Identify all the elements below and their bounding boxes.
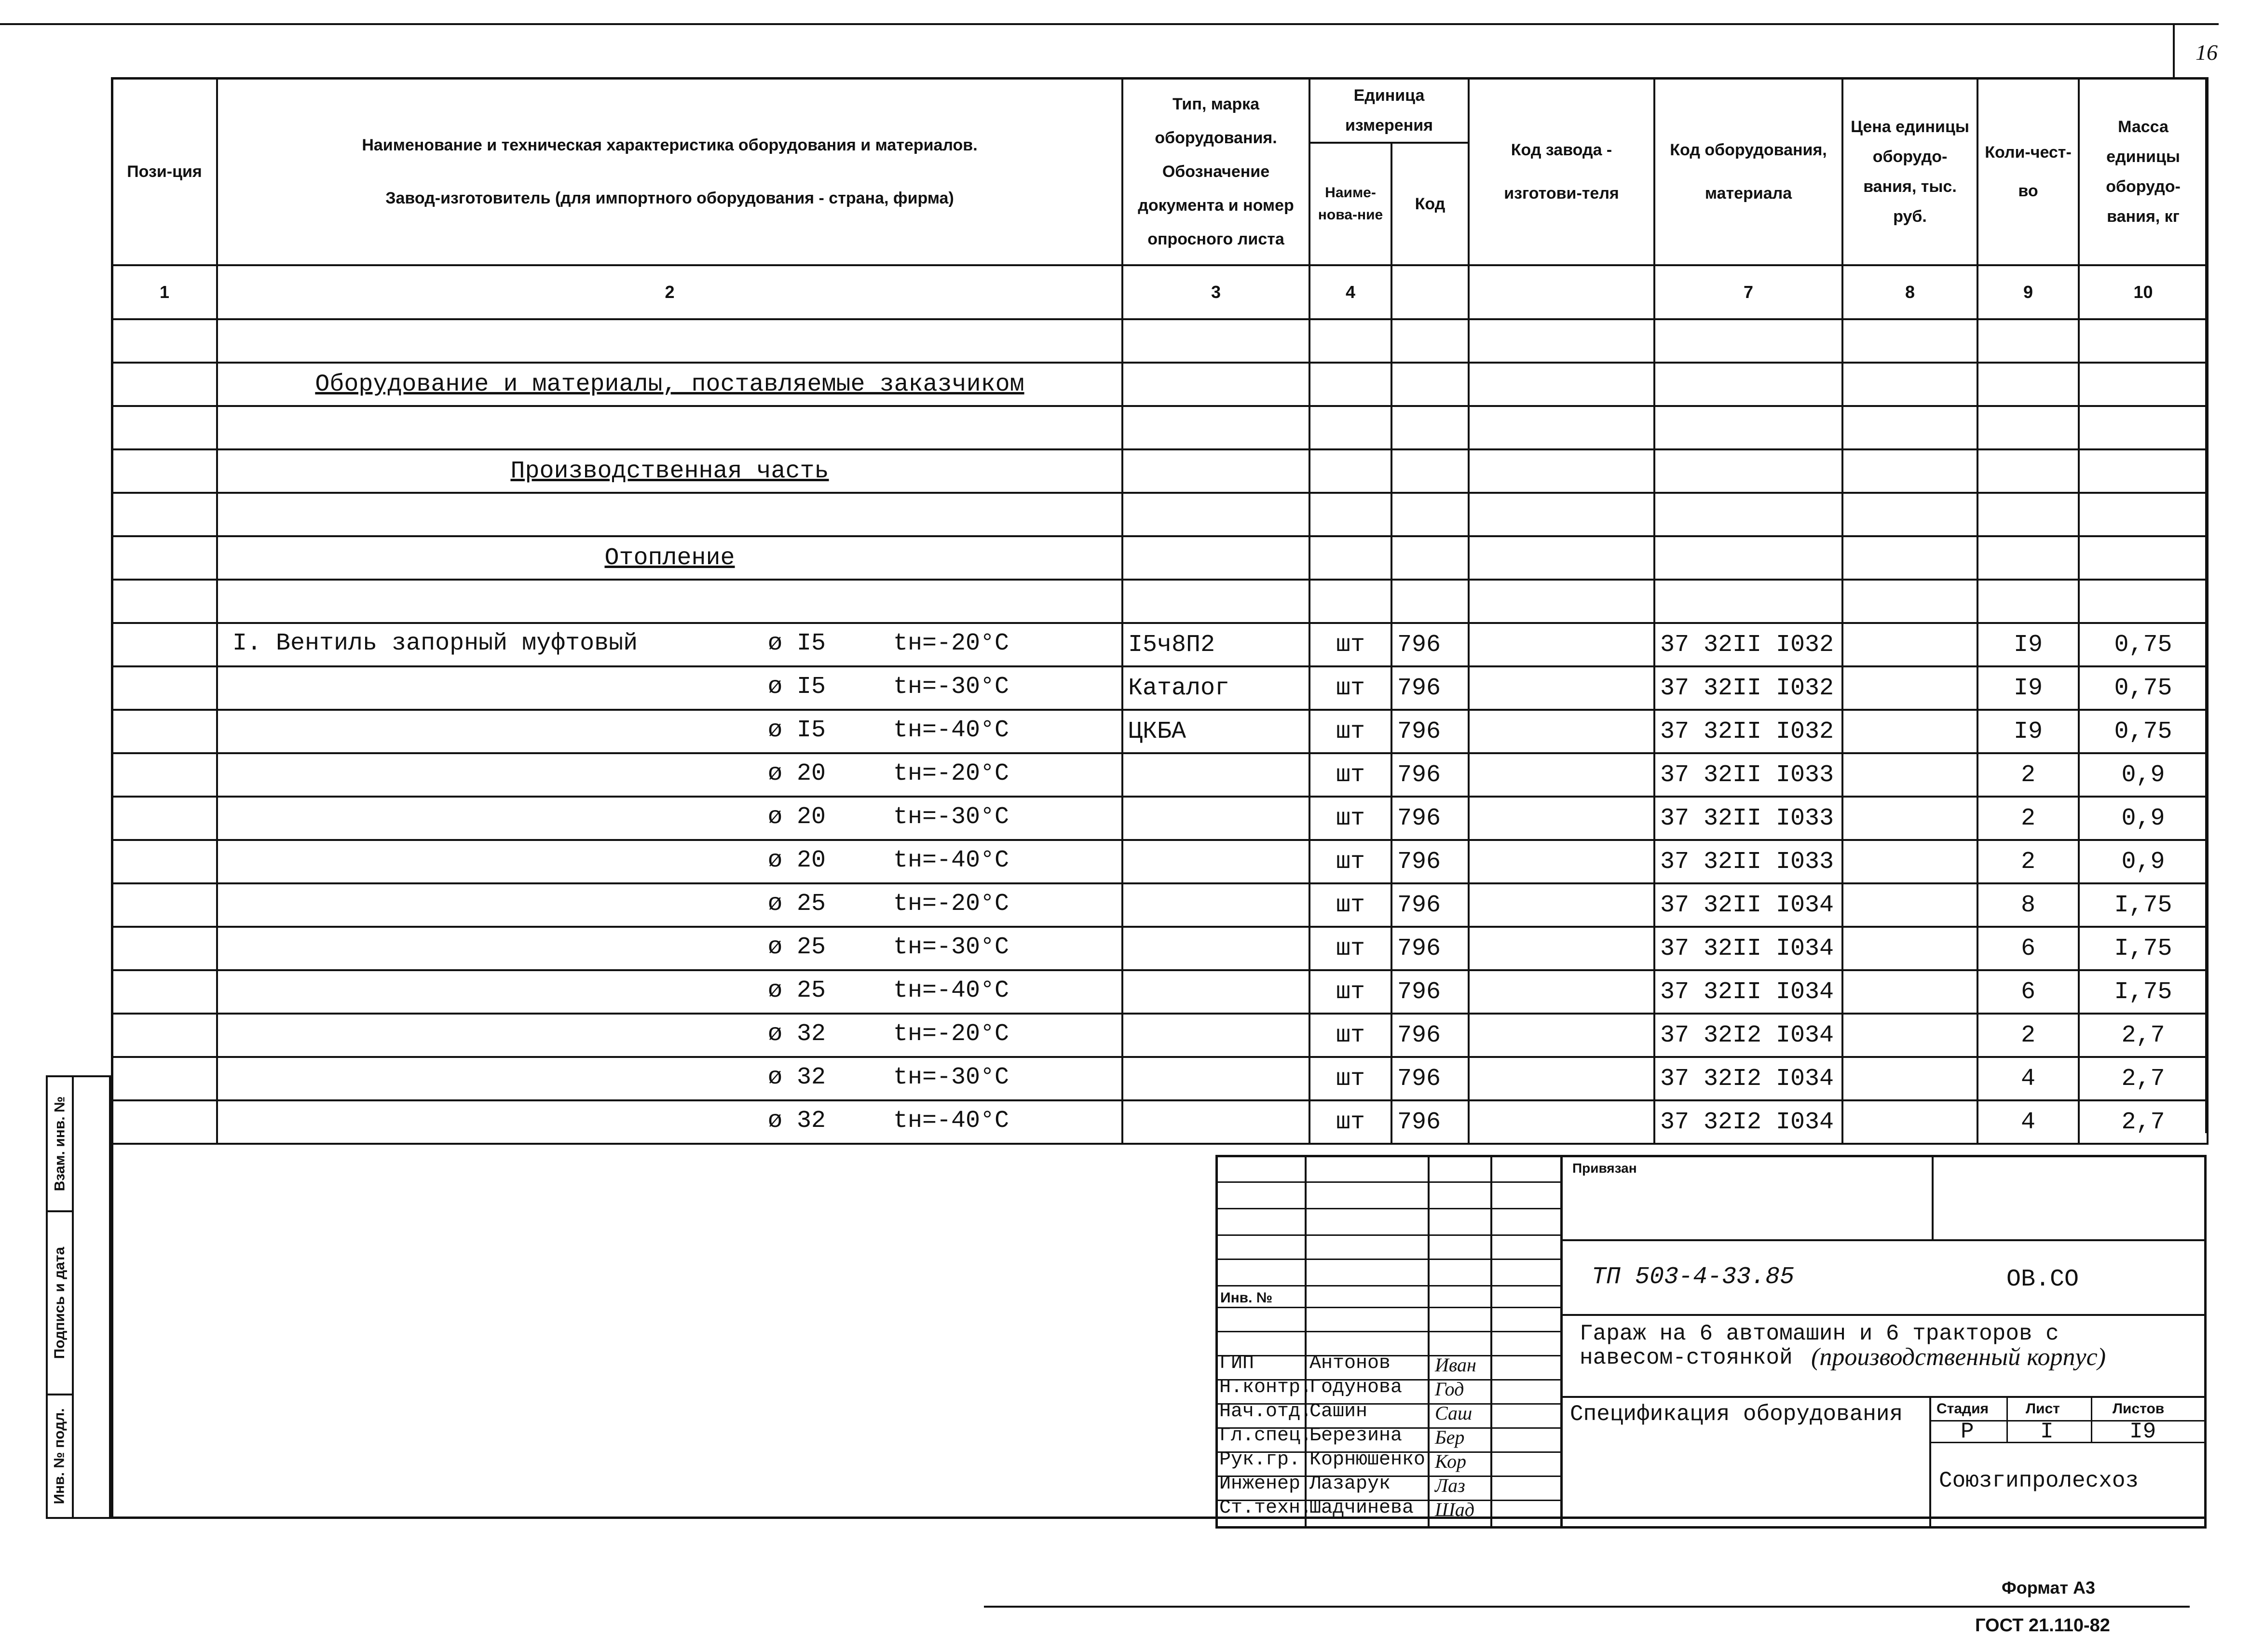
cell-price <box>1842 970 1977 1014</box>
cell-maker-code <box>1469 970 1654 1014</box>
cell-maker-code <box>1469 797 1654 840</box>
item-diameter: ø I5 <box>768 630 826 657</box>
cell-name <box>217 710 1122 753</box>
cell-equipment-code: 37 32II I033 <box>1654 840 1842 883</box>
cell-mass: I,75 <box>2079 883 2208 927</box>
cell-type <box>1122 970 1309 1014</box>
cell-position <box>112 710 217 753</box>
side-stamp <box>46 1075 111 1519</box>
section-title: Отопление <box>217 536 1122 580</box>
header-name-line2: Завод-изготовитель (для импортного оборудования - страна, фирма) <box>385 189 954 207</box>
table-row <box>112 753 2208 797</box>
cell-unit-code: 796 <box>1391 927 1469 970</box>
cell-unit: шт <box>1309 1100 1391 1144</box>
cell-price <box>1842 666 1977 710</box>
stamp-person-role: Н.контр. <box>1219 1377 1312 1398</box>
item-diameter: ø I5 <box>768 717 826 744</box>
cell-unit-code: 796 <box>1391 710 1469 753</box>
cell-mass: 0,9 <box>2079 753 2208 797</box>
cell-price <box>1842 797 1977 840</box>
col-number: 7 <box>1654 265 1842 319</box>
table-row <box>112 363 2208 406</box>
header-unit: Единица измерения <box>1309 78 1469 143</box>
cell-name <box>217 623 1122 666</box>
stamp-person-signature: Саш <box>1435 1402 1473 1424</box>
table-row <box>112 536 2208 580</box>
cell-position <box>112 623 217 666</box>
item-diameter: ø 32 <box>768 1020 826 1048</box>
cell-equipment-code: 37 32II I032 <box>1654 666 1842 710</box>
item-temperature: tн=-40°C <box>893 847 1009 874</box>
item-diameter: ø 20 <box>768 760 826 787</box>
item-temperature: tн=-30°C <box>893 673 1009 701</box>
cell-price <box>1842 753 1977 797</box>
cell-quantity: I9 <box>1977 710 2079 753</box>
cell-price <box>1842 927 1977 970</box>
cell-price <box>1842 1100 1977 1144</box>
header-maker-code: Код завода - изготови-теля <box>1469 78 1654 265</box>
stamp-sheets-label: Листов <box>2113 1401 2165 1417</box>
cell-maker-code <box>1469 883 1654 927</box>
table-row <box>112 666 2208 710</box>
table-row <box>112 927 2208 970</box>
col-number: 10 <box>2079 265 2208 319</box>
col-number: 1 <box>112 265 217 319</box>
stamp-person-role: Нач.отд. <box>1219 1401 1312 1422</box>
stamp-sheet-title: Спецификация оборудования <box>1570 1402 1903 1427</box>
stamp-person-name: Годунова <box>1309 1377 1403 1398</box>
format-label: Формат А3 <box>2002 1578 2096 1598</box>
cell-unit-code: 796 <box>1391 797 1469 840</box>
cell-type <box>1122 753 1309 797</box>
cell-unit-code: 796 <box>1391 1014 1469 1057</box>
header-equipment-code: Код оборудования, материала <box>1654 78 1842 265</box>
stamp-sheets-value: I9 <box>2129 1419 2156 1444</box>
cell-maker-code <box>1469 927 1654 970</box>
header-price: Цена единицы оборудо-вания, тыс. руб. <box>1842 78 1977 265</box>
item-diameter: ø 20 <box>768 803 826 831</box>
cell-position <box>112 1014 217 1057</box>
stamp-person-role: Рук.гр. <box>1219 1449 1301 1471</box>
cell-mass: 0,9 <box>2079 840 2208 883</box>
table-row <box>112 970 2208 1014</box>
cell-unit: шт <box>1309 666 1391 710</box>
stamp-person-name: Лазарук <box>1309 1473 1391 1495</box>
side-label: Инв. № подл. <box>52 1408 68 1504</box>
item-temperature: tн=-20°C <box>893 760 1009 787</box>
item-diameter: ø 32 <box>768 1107 826 1135</box>
item-diameter: ø 25 <box>768 977 826 1004</box>
cell-type <box>1122 927 1309 970</box>
cell-position <box>112 1057 217 1100</box>
col-number <box>1469 265 1654 319</box>
cell-quantity: 2 <box>1977 797 2079 840</box>
header-unit-name: Наиме-нова-ние <box>1309 143 1391 265</box>
stamp-doc-number: ТП 503-4-33.85 <box>1592 1263 1795 1291</box>
stamp-privyazan: Привязан <box>1572 1161 1637 1176</box>
cell-quantity: 2 <box>1977 753 2079 797</box>
side-label: Подпись и дата <box>52 1246 68 1359</box>
stamp-organization: Союзгипролесхоз <box>1939 1468 2139 1493</box>
cell-mass: 2,7 <box>2079 1100 2208 1144</box>
cell-position <box>112 927 217 970</box>
header-quantity: Коли-чест-во <box>1977 78 2079 265</box>
stamp-sheet-label: Лист <box>2026 1401 2060 1417</box>
gost-label: ГОСТ 21.110-82 <box>1975 1615 2110 1636</box>
table-row <box>112 406 2208 449</box>
cell-equipment-code: 37 32II I033 <box>1654 753 1842 797</box>
cell-unit-code: 796 <box>1391 1100 1469 1144</box>
cell-price <box>1842 623 1977 666</box>
cell-unit: шт <box>1309 753 1391 797</box>
cell-price <box>1842 1014 1977 1057</box>
stamp-person-signature: Бер <box>1435 1426 1465 1448</box>
cell-price <box>1842 710 1977 753</box>
item-temperature: tн=-20°C <box>893 630 1009 657</box>
col-number: 4 <box>1309 265 1391 319</box>
cell-quantity: I9 <box>1977 623 2079 666</box>
cell-unit: шт <box>1309 797 1391 840</box>
item-temperature: tн=-30°C <box>893 1064 1009 1091</box>
specification-table <box>111 77 2209 1145</box>
stamp-title-line1: Гараж на 6 автомашин и 6 тракторов с <box>1580 1321 2059 1346</box>
cell-type <box>1122 1057 1309 1100</box>
side-label: Взам. инв. № <box>52 1096 68 1192</box>
cell-unit-code: 796 <box>1391 840 1469 883</box>
side-cell-inv-original <box>48 1395 72 1517</box>
cell-mass: 0,75 <box>2079 710 2208 753</box>
cell-maker-code <box>1469 840 1654 883</box>
cell-equipment-code: 37 32II I034 <box>1654 927 1842 970</box>
stamp-person-name: Шадчинева <box>1309 1497 1414 1519</box>
cell-mass: 0,75 <box>2079 666 2208 710</box>
cell-position <box>112 840 217 883</box>
item-temperature: tн=-30°C <box>893 803 1009 831</box>
cell-name <box>217 753 1122 797</box>
side-cell-sign-date <box>48 1212 72 1395</box>
cell-unit-code: 796 <box>1391 753 1469 797</box>
stamp-title-handwritten: (производственный корпус) <box>1811 1343 2106 1371</box>
cell-unit: шт <box>1309 840 1391 883</box>
cell-name <box>217 666 1122 710</box>
stamp-person-signature: Год <box>1435 1378 1464 1400</box>
table-row <box>112 883 2208 927</box>
stamp-title-line2: навесом-стоянкой <box>1580 1345 1793 1370</box>
cell-quantity: 4 <box>1977 1057 2079 1100</box>
item-diameter: ø 20 <box>768 847 826 874</box>
item-temperature: tн=-40°C <box>893 717 1009 744</box>
section-title: Оборудование и материалы, поставляемые заказчиком <box>217 363 1122 406</box>
stamp-stage-value: Р <box>1961 1419 1974 1444</box>
cell-mass: 2,7 <box>2079 1057 2208 1100</box>
cell-maker-code <box>1469 1057 1654 1100</box>
cell-unit: шт <box>1309 623 1391 666</box>
item-temperature: tн=-20°C <box>893 1020 1009 1048</box>
cell-type <box>1122 883 1309 927</box>
cell-quantity: 2 <box>1977 840 2079 883</box>
cell-maker-code <box>1469 1100 1654 1144</box>
stamp-person-signature: Иван <box>1435 1354 1476 1376</box>
cell-equipment-code: 37 32II I034 <box>1654 970 1842 1014</box>
cell-mass: 2,7 <box>2079 1014 2208 1057</box>
col-number: 2 <box>217 265 1122 319</box>
cell-position <box>112 1100 217 1144</box>
cell-mass: I,75 <box>2079 927 2208 970</box>
cell-equipment-code: 37 32I2 I034 <box>1654 1100 1842 1144</box>
top-border-line <box>0 23 2219 25</box>
cell-price <box>1842 1057 1977 1100</box>
side-cell-inv-replace <box>48 1077 72 1212</box>
stamp-sheet-value: I <box>2040 1419 2054 1444</box>
cell-name <box>217 1057 1122 1100</box>
stamp-person-name: Сашин <box>1309 1401 1368 1422</box>
header-position: Пози-ция <box>112 78 217 265</box>
cell-position <box>112 666 217 710</box>
cell-type <box>1122 840 1309 883</box>
stamp-person-role: Инженер <box>1219 1473 1301 1495</box>
header-type: Тип, марка оборудования. Обозначение документа и номер опросного листа <box>1122 78 1309 265</box>
header-unit-code: Код <box>1391 143 1469 265</box>
cell-unit: шт <box>1309 710 1391 753</box>
table-row <box>112 1100 2208 1144</box>
cell-name <box>217 797 1122 840</box>
cell-price <box>1842 883 1977 927</box>
cell-maker-code <box>1469 666 1654 710</box>
table-row <box>112 493 2208 536</box>
cell-position <box>112 797 217 840</box>
col-number: 9 <box>1977 265 2079 319</box>
cell-quantity: 6 <box>1977 927 2079 970</box>
cell-unit-code: 796 <box>1391 970 1469 1014</box>
stamp-stage-label: Стадия <box>1936 1401 1989 1417</box>
cell-mass: 0,9 <box>2079 797 2208 840</box>
cell-unit: шт <box>1309 1014 1391 1057</box>
cell-unit-code: 796 <box>1391 1057 1469 1100</box>
col-number: 8 <box>1842 265 1977 319</box>
cell-mass: I,75 <box>2079 970 2208 1014</box>
stamp-person-signature: Кор <box>1435 1450 1467 1472</box>
item-name: I. Вентиль запорный муфтовый <box>232 630 638 657</box>
cell-mass: 0,75 <box>2079 623 2208 666</box>
cell-name <box>217 1100 1122 1144</box>
cell-unit-code: 796 <box>1391 666 1469 710</box>
cell-name <box>217 883 1122 927</box>
cell-unit: шт <box>1309 927 1391 970</box>
header-name-line1: Наименование и техническая характеристика оборудования и материалов. <box>362 136 978 154</box>
stamp-inv-number-label: Инв. № <box>1220 1290 1273 1306</box>
cell-type <box>1122 1014 1309 1057</box>
item-temperature: tн=-40°C <box>893 1107 1009 1135</box>
cell-quantity: I9 <box>1977 666 2079 710</box>
cell-type: Каталог <box>1122 666 1309 710</box>
table-row <box>112 797 2208 840</box>
cell-type <box>1122 1100 1309 1144</box>
cell-unit-code: 796 <box>1391 623 1469 666</box>
item-temperature: tн=-40°C <box>893 977 1009 1004</box>
cell-quantity: 4 <box>1977 1100 2079 1144</box>
item-diameter: ø 25 <box>768 890 826 918</box>
page-number: 16 <box>2195 40 2218 65</box>
footer-line <box>984 1606 2190 1608</box>
stamp-person-name: Корнюшенко <box>1309 1449 1426 1471</box>
cell-type <box>1122 797 1309 840</box>
header-mass: Масса единицы оборудо-вания, кг <box>2079 78 2208 265</box>
title-block <box>1215 1155 2207 1529</box>
table-row <box>112 710 2208 753</box>
header-name <box>217 78 1122 265</box>
cell-unit: шт <box>1309 1057 1391 1100</box>
col-number: 3 <box>1122 265 1309 319</box>
stamp-person-role: Ст.техн. <box>1219 1497 1312 1519</box>
stamp-person-signature: Шад <box>1435 1499 1474 1520</box>
table-row <box>112 840 2208 883</box>
cell-equipment-code: 37 32I2 I034 <box>1654 1057 1842 1100</box>
cell-unit: шт <box>1309 883 1391 927</box>
cell-type: ЦКБА <box>1122 710 1309 753</box>
cell-position <box>112 883 217 927</box>
stamp-person-role: Гл.спец. <box>1219 1425 1312 1447</box>
cell-name <box>217 1014 1122 1057</box>
stamp-person-signature: Лаз <box>1435 1475 1465 1496</box>
cell-equipment-code: 37 32II I034 <box>1654 883 1842 927</box>
stamp-doc-code: ОВ.СО <box>2006 1266 2079 1293</box>
cell-quantity: 8 <box>1977 883 2079 927</box>
stamp-person-role: ГИП <box>1219 1353 1255 1374</box>
stamp-person-name: Антонов <box>1309 1353 1391 1374</box>
page-number-divider <box>2173 24 2175 77</box>
col-number <box>1391 265 1469 319</box>
cell-equipment-code: 37 32II I032 <box>1654 710 1842 753</box>
cell-name <box>217 840 1122 883</box>
item-temperature: tн=-30°C <box>893 934 1009 961</box>
cell-maker-code <box>1469 753 1654 797</box>
cell-position <box>112 970 217 1014</box>
cell-type: I5ч8П2 <box>1122 623 1309 666</box>
cell-maker-code <box>1469 710 1654 753</box>
cell-quantity: 2 <box>1977 1014 2079 1057</box>
stamp-person-name: Березина <box>1309 1425 1403 1447</box>
cell-name <box>217 970 1122 1014</box>
table-row <box>112 580 2208 623</box>
table-row <box>112 623 2208 666</box>
cell-equipment-code: 37 32I2 I034 <box>1654 1014 1842 1057</box>
table-row <box>112 449 2208 493</box>
section-title: Производственная часть <box>217 449 1122 493</box>
cell-quantity: 6 <box>1977 970 2079 1014</box>
cell-maker-code <box>1469 623 1654 666</box>
table-row <box>112 1057 2208 1100</box>
cell-unit: шт <box>1309 970 1391 1014</box>
item-diameter: ø I5 <box>768 673 826 701</box>
item-temperature: tн=-20°C <box>893 890 1009 918</box>
cell-maker-code <box>1469 1014 1654 1057</box>
cell-price <box>1842 840 1977 883</box>
table-row <box>112 1014 2208 1057</box>
cell-unit-code: 796 <box>1391 883 1469 927</box>
table-row <box>112 319 2208 363</box>
item-diameter: ø 25 <box>768 934 826 961</box>
cell-equipment-code: 37 32II I032 <box>1654 623 1842 666</box>
cell-name <box>217 927 1122 970</box>
cell-equipment-code: 37 32II I033 <box>1654 797 1842 840</box>
item-diameter: ø 32 <box>768 1064 826 1091</box>
cell-position <box>112 753 217 797</box>
